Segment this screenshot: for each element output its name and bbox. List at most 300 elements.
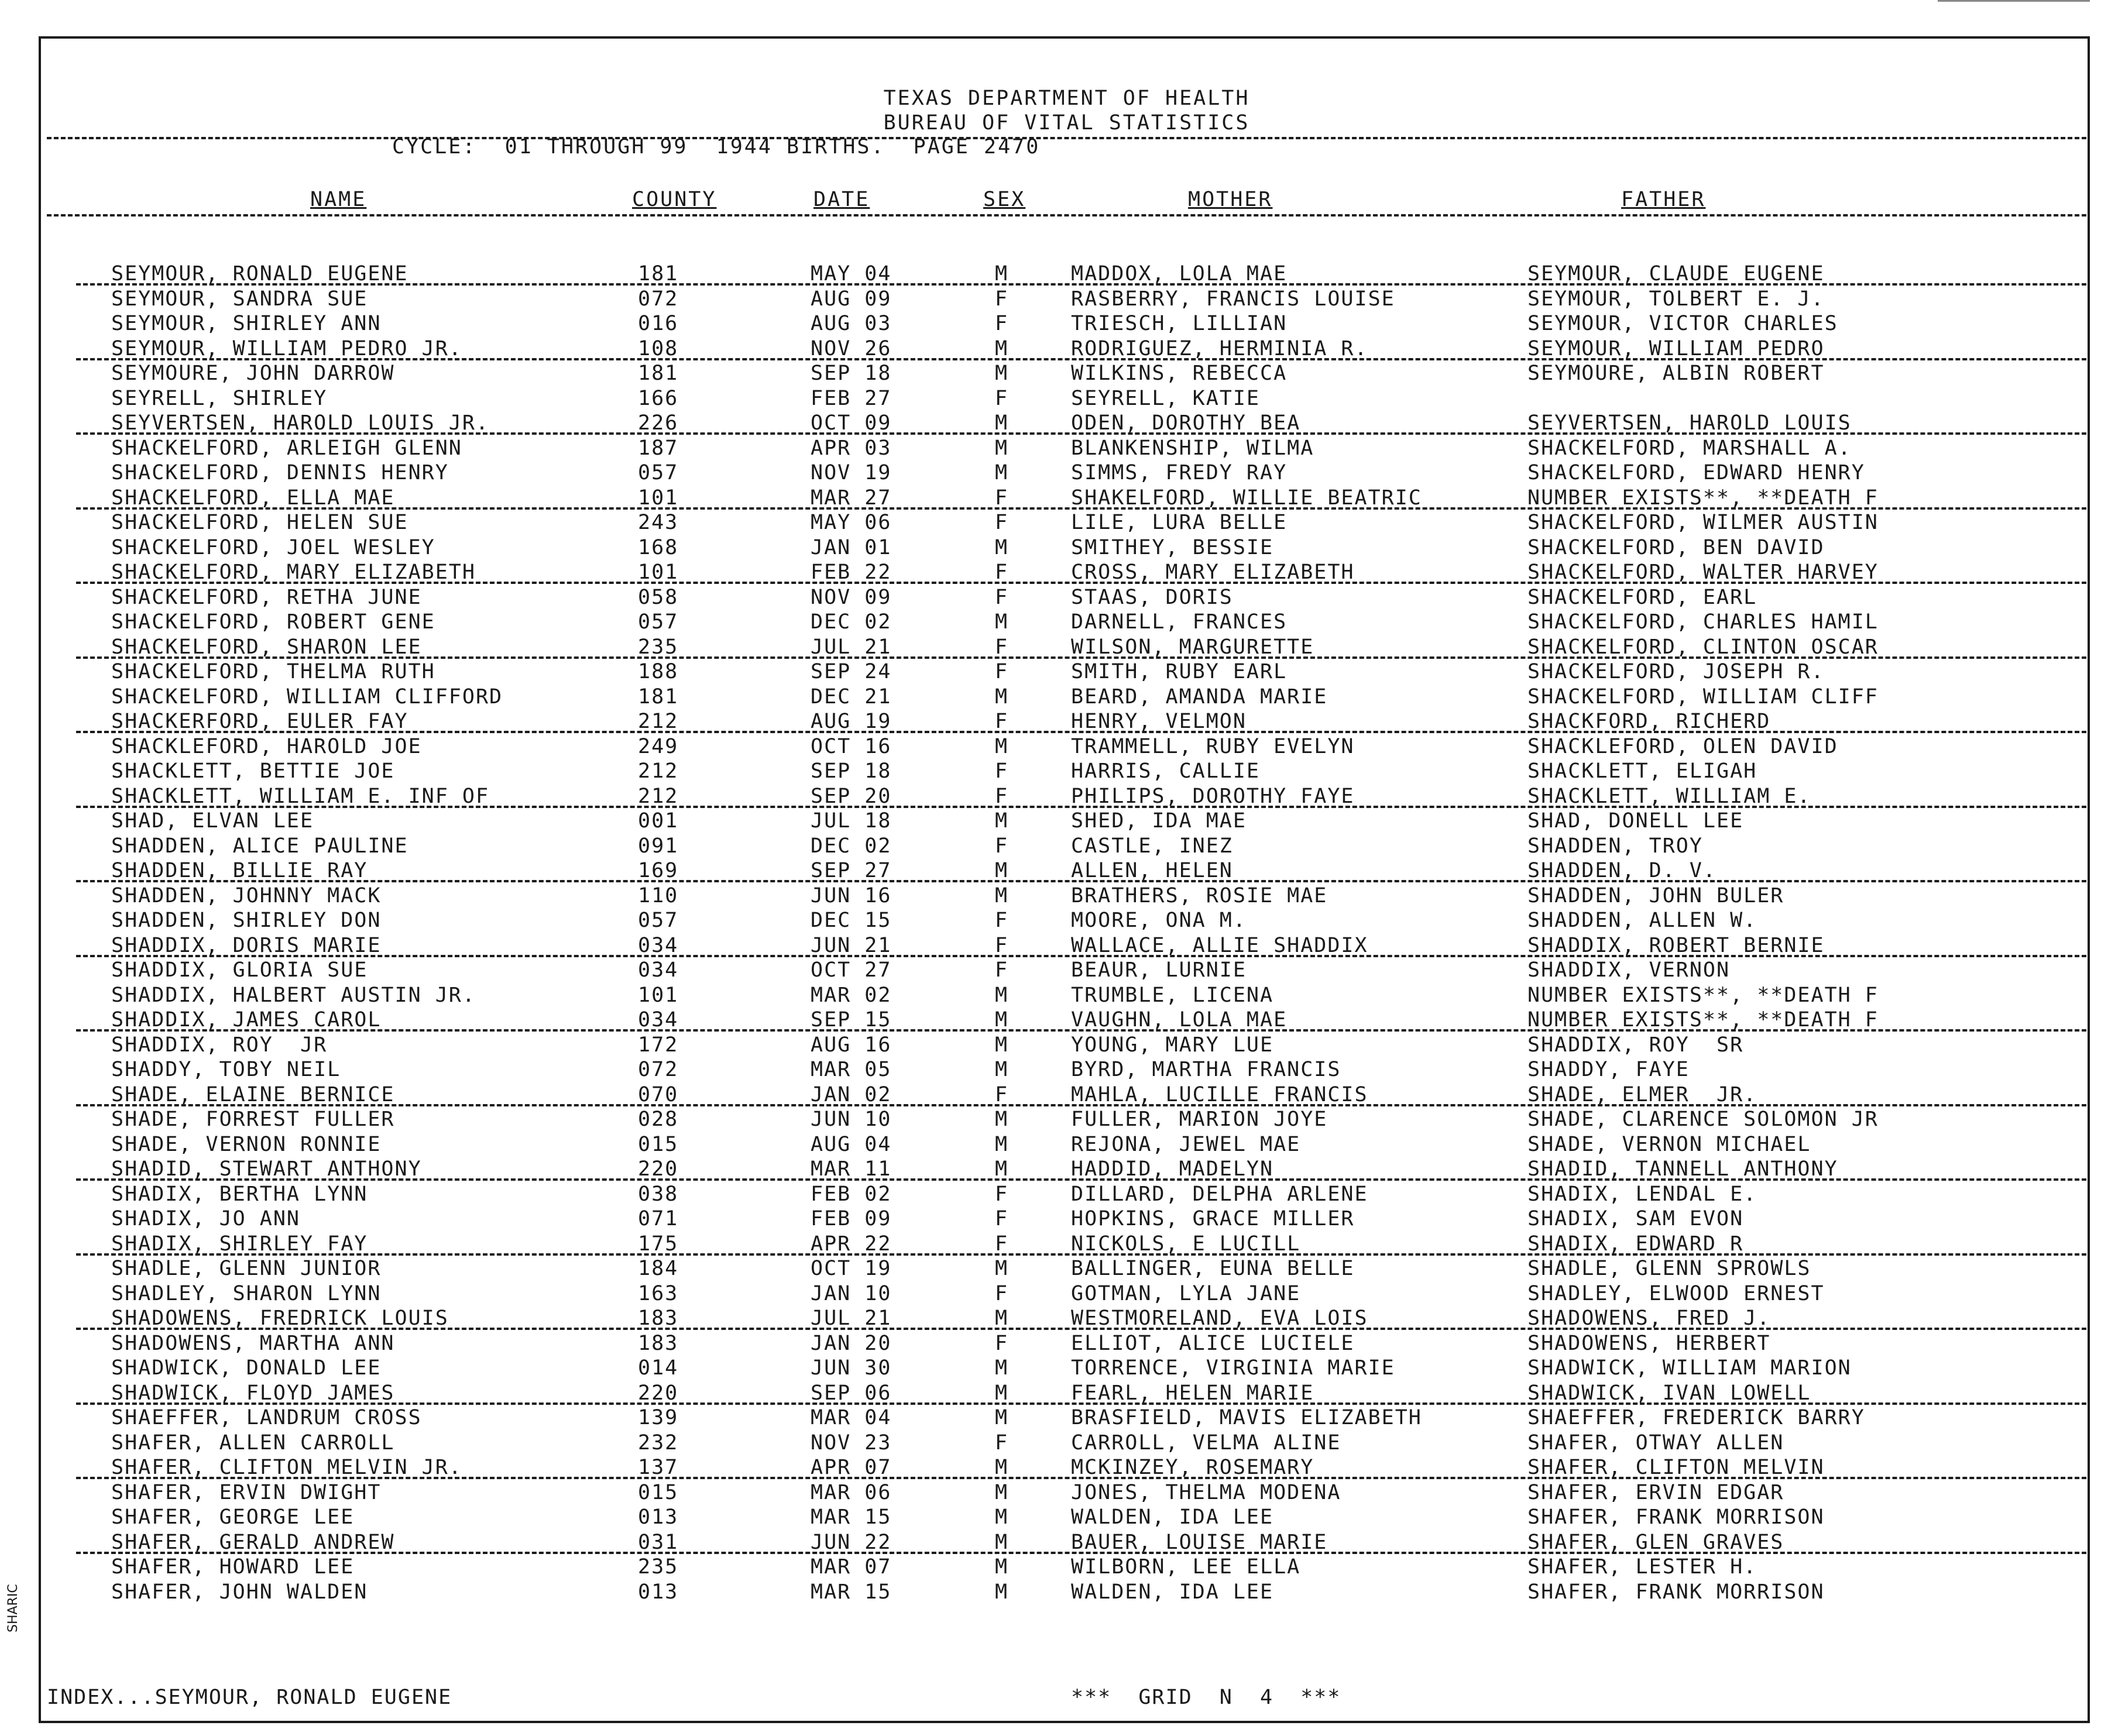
cell-mother: LILE, LURA BELLE <box>1071 511 1288 534</box>
cell-name: SHACKLETT, WILLIAM E. INF OF <box>111 784 490 808</box>
cell-father: SHADDEN, ALLEN W. <box>1527 909 1757 932</box>
cell-name: SHACKELFORD, ARLEIGH GLENN <box>111 436 462 460</box>
table-row <box>41 685 2092 710</box>
cell-county: 235 <box>638 1555 679 1579</box>
cell-county: 108 <box>638 336 679 360</box>
cell-mother: ALLEN, HELEN <box>1071 859 1233 882</box>
cell-father: SHADE, VERNON MICHAEL <box>1527 1132 1811 1156</box>
cell-date: OCT 09 <box>811 411 892 435</box>
cell-date: JAN 02 <box>811 1082 892 1106</box>
cell-mother: MCKINZEY, ROSEMARY <box>1071 1456 1314 1479</box>
cell-sex: F <box>995 511 1009 534</box>
grid-footer: *** GRID N 4 *** <box>1071 1686 1341 1709</box>
cell-date: DEC 02 <box>811 834 892 858</box>
cell-name: SHAFER, JOHN WALDEN <box>111 1580 368 1604</box>
table-row <box>41 1133 2092 1158</box>
cell-name: SHACKELFORD, ELLA MAE <box>111 486 395 510</box>
cell-name: SHAFER, HOWARD LEE <box>111 1555 355 1579</box>
cell-county: 249 <box>638 734 679 758</box>
cell-mother: HADDID, MADELYN <box>1071 1157 1274 1181</box>
cell-name: SHACKELFORD, SHARON LEE <box>111 635 422 659</box>
col-header-mother: MOTHER <box>1188 188 1273 211</box>
table-row <box>41 1182 2092 1208</box>
cell-father: SHAD, DONELL LEE <box>1527 809 1744 833</box>
cell-mother: GOTMAN, LYLA JANE <box>1071 1281 1301 1305</box>
cell-county: 181 <box>638 362 679 385</box>
cell-father: SHADDEN, JOHN BULER <box>1527 884 1784 907</box>
cell-county: 226 <box>638 411 679 435</box>
cell-county: 028 <box>638 1108 679 1131</box>
cell-mother: ELLIOT, ALICE LUCIELE <box>1071 1331 1355 1355</box>
cell-father: SHAFER, FRANK MORRISON <box>1527 1580 1825 1604</box>
cell-date: JAN 10 <box>811 1281 892 1305</box>
cell-father: SHADIX, LENDAL E. <box>1527 1182 1757 1206</box>
cell-date: SEP 24 <box>811 660 892 683</box>
cell-mother: DARNELL, FRANCES <box>1071 610 1288 634</box>
cell-county: 091 <box>638 834 679 858</box>
cell-mother: BALLINGER, EUNA BELLE <box>1071 1257 1355 1280</box>
cell-father: SHACKLETT, WILLIAM E. <box>1527 784 1811 808</box>
table-row <box>41 958 2092 984</box>
cell-county: 101 <box>638 561 679 584</box>
row-group-rule <box>76 880 2086 882</box>
cell-name: SHACKELFORD, WILLIAM CLIFFORD <box>111 685 503 709</box>
table-row <box>41 436 2092 462</box>
cell-father: NUMBER EXISTS**, **DEATH F <box>1527 983 1879 1007</box>
table-row <box>41 1481 2092 1506</box>
cell-date: NOV 19 <box>811 461 892 484</box>
cell-name: SEYMOUR, WILLIAM PEDRO JR. <box>111 336 462 360</box>
table-row <box>41 834 2092 860</box>
cell-date: AUG 04 <box>811 1132 892 1156</box>
cell-father: SEYMOUR, TOLBERT E. J. <box>1527 287 1825 311</box>
cell-name: SHADE, ELAINE BERNICE <box>111 1082 395 1106</box>
cell-date: AUG 03 <box>811 312 892 335</box>
cell-mother: BRASFIELD, MAVIS ELIZABETH <box>1071 1406 1422 1429</box>
cell-father: SEYVERTSEN, HAROLD LOUIS <box>1527 411 1852 435</box>
cell-sex: M <box>995 734 1009 758</box>
cell-mother: TRAMMELL, RUBY EVELYN <box>1071 734 1355 758</box>
cell-father: SHADOWENS, HERBERT <box>1527 1331 1771 1355</box>
cell-name: SHADWICK, FLOYD JAMES <box>111 1381 395 1405</box>
row-group-rule <box>76 507 2086 510</box>
table-row <box>41 586 2092 611</box>
cell-name: SHADE, VERNON RONNIE <box>111 1132 382 1156</box>
cell-county: 163 <box>638 1281 679 1305</box>
cell-name: SEYMOUR, SANDRA SUE <box>111 287 368 311</box>
cell-county: 212 <box>638 710 679 733</box>
cell-sex: F <box>995 1082 1009 1106</box>
cell-sex: M <box>995 884 1009 907</box>
cell-county: 015 <box>638 1480 679 1504</box>
row-group-rule <box>76 582 2086 584</box>
cell-father: SEYMOUR, CLAUDE EUGENE <box>1527 262 1825 286</box>
cell-date: MAR 11 <box>811 1157 892 1181</box>
cell-county: 181 <box>638 685 679 709</box>
cell-mother: DILLARD, DELPHA ARLENE <box>1071 1182 1368 1206</box>
cell-father: SHAFER, ERVIN EDGAR <box>1527 1480 1784 1504</box>
table-row <box>41 387 2092 412</box>
table-row <box>41 1332 2092 1357</box>
row-group-rule <box>76 1178 2086 1181</box>
cell-sex: F <box>995 1281 1009 1305</box>
cell-sex: M <box>995 1580 1009 1604</box>
cell-date: JAN 20 <box>811 1331 892 1355</box>
cell-sex: M <box>995 1157 1009 1181</box>
bureau-title: BUREAU OF VITAL STATISTICS <box>883 111 1250 135</box>
cell-sex: F <box>995 1431 1009 1455</box>
cycle-line: CYCLE: 01 THROUGH 99 1944 BIRTHS. PAGE 2470 <box>392 135 1041 159</box>
cell-sex: F <box>995 834 1009 858</box>
cell-date: SEP 27 <box>811 859 892 882</box>
cell-county: 031 <box>638 1530 679 1554</box>
cell-date: DEC 21 <box>811 685 892 709</box>
cell-name: SHADDIX, ROY JR <box>111 1033 328 1057</box>
cell-name: SEYVERTSEN, HAROLD LOUIS JR. <box>111 411 490 435</box>
cell-mother: MAHLA, LUCILLE FRANCIS <box>1071 1082 1368 1106</box>
cell-date: APR 03 <box>811 436 892 460</box>
cell-name: SHADIX, JO ANN <box>111 1207 301 1230</box>
cell-sex: M <box>995 1257 1009 1280</box>
cell-name: SHADOWENS, MARTHA ANN <box>111 1331 395 1355</box>
cell-father: SHADIX, SAM EVON <box>1527 1207 1744 1230</box>
table-row <box>41 312 2092 337</box>
cell-sex: M <box>995 1505 1009 1529</box>
cell-name: SHADDY, TOBY NEIL <box>111 1058 341 1081</box>
cell-mother: BAUER, LOUISE MARIE <box>1071 1530 1328 1554</box>
cell-mother: SMITHEY, BESSIE <box>1071 535 1274 559</box>
cell-county: 220 <box>638 1381 679 1405</box>
cell-father: SHAFER, LESTER H. <box>1527 1555 1757 1579</box>
cell-father: SHADWICK, IVAN LOWELL <box>1527 1381 1811 1405</box>
cell-sex: F <box>995 759 1009 783</box>
table-row <box>41 610 2092 635</box>
cell-sex: M <box>995 1132 1009 1156</box>
cell-county: 038 <box>638 1182 679 1206</box>
cell-mother: HARRIS, CALLIE <box>1071 759 1261 783</box>
cell-mother: SIMMS, FREDY RAY <box>1071 461 1288 484</box>
cell-date: JUN 22 <box>811 1530 892 1554</box>
cell-father: SHAEFFER, FREDERICK BARRY <box>1527 1406 1865 1429</box>
row-group-rule <box>76 358 2086 360</box>
cell-county: 183 <box>638 1307 679 1330</box>
cell-name: SHADDIX, DORIS MARIE <box>111 933 382 957</box>
cell-father: SHADE, ELMER JR. <box>1527 1082 1757 1106</box>
cell-name: SHACKLETT, BETTIE JOE <box>111 759 395 783</box>
cell-mother: BEAUR, LURNIE <box>1071 958 1247 982</box>
cell-mother: RASBERRY, FRANCIS LOUISE <box>1071 287 1395 311</box>
cell-father: SHAFER, GLEN GRAVES <box>1527 1530 1784 1554</box>
cell-date: MAR 15 <box>811 1580 892 1604</box>
cell-father: SHACKELFORD, BEN DAVID <box>1527 535 1825 559</box>
table-row <box>41 1108 2092 1133</box>
cell-date: NOV 09 <box>811 585 892 609</box>
table-row <box>41 1356 2092 1381</box>
cell-mother: RODRIGUEZ, HERMINIA R. <box>1071 336 1368 360</box>
cell-sex: F <box>995 486 1009 510</box>
cell-mother: TORRENCE, VIRGINIA MARIE <box>1071 1356 1395 1380</box>
dept-title: TEXAS DEPARTMENT OF HEALTH <box>883 87 1250 110</box>
table-row <box>41 1555 2092 1580</box>
cell-name: SHADIX, BERTHA LYNN <box>111 1182 368 1206</box>
cell-sex: M <box>995 1530 1009 1554</box>
table-row <box>41 909 2092 934</box>
cell-sex: F <box>995 635 1009 659</box>
col-header-father: FATHER <box>1621 188 1706 211</box>
cell-name: SHACKELFORD, JOEL WESLEY <box>111 535 435 559</box>
cell-date: SEP 15 <box>811 1008 892 1032</box>
table-row <box>41 660 2092 685</box>
corner-mark <box>1938 0 2090 2</box>
cell-mother: YOUNG, MARY LUE <box>1071 1033 1274 1057</box>
cell-father: SHADOWENS, FRED J. <box>1527 1307 1771 1330</box>
cell-sex: F <box>995 909 1009 932</box>
cell-mother: SHAKELFORD, WILLIE BEATRIC <box>1071 486 1422 510</box>
cell-mother: PHILIPS, DOROTHY FAYE <box>1071 784 1355 808</box>
cell-father: SHACKELFORD, WILLIAM CLIFF <box>1527 685 1879 709</box>
cell-sex: M <box>995 1555 1009 1579</box>
cell-county: 172 <box>638 1033 679 1057</box>
cell-mother: TRUMBLE, LICENA <box>1071 983 1274 1007</box>
cell-name: SHACKELFORD, DENNIS HENRY <box>111 461 449 484</box>
table-row <box>41 735 2092 760</box>
cell-date: JUN 10 <box>811 1108 892 1131</box>
cell-mother: BLANKENSHIP, WILMA <box>1071 436 1314 460</box>
cell-sex: M <box>995 336 1009 360</box>
cell-father: SEYMOUR, WILLIAM PEDRO <box>1527 336 1825 360</box>
cell-mother: VAUGHN, LOLA MAE <box>1071 1008 1288 1032</box>
cell-date: APR 22 <box>811 1232 892 1256</box>
cell-father: SHADDEN, D. V. <box>1527 859 1717 882</box>
cell-mother: SHED, IDA MAE <box>1071 809 1247 833</box>
table-row <box>41 1257 2092 1282</box>
cell-county: 137 <box>638 1456 679 1479</box>
cell-county: 034 <box>638 958 679 982</box>
cell-name: SHACKELFORD, ROBERT GENE <box>111 610 435 634</box>
cell-date: NOV 23 <box>811 1431 892 1455</box>
cell-county: 184 <box>638 1257 679 1280</box>
cell-date: JUN 30 <box>811 1356 892 1380</box>
cell-father: SHACKELFORD, EDWARD HENRY <box>1527 461 1865 484</box>
cell-date: SEP 06 <box>811 1381 892 1405</box>
cell-county: 016 <box>638 312 679 335</box>
cell-name: SHADDEN, JOHNNY MACK <box>111 884 382 907</box>
cell-sex: M <box>995 436 1009 460</box>
cell-county: 169 <box>638 859 679 882</box>
cell-mother: BEARD, AMANDA MARIE <box>1071 685 1328 709</box>
col-header-date: DATE <box>813 188 870 211</box>
cell-father: SHACKELFORD, EARL <box>1527 585 1757 609</box>
cell-date: JUL 18 <box>811 809 892 833</box>
cell-sex: F <box>995 287 1009 311</box>
row-group-rule <box>76 432 2086 435</box>
cell-name: SHADDEN, BILLIE RAY <box>111 859 368 882</box>
table-row <box>41 461 2092 486</box>
cell-father: SHACKLETT, ELIGAH <box>1527 759 1757 783</box>
cell-date: FEB 02 <box>811 1182 892 1206</box>
cell-date: SEP 20 <box>811 784 892 808</box>
cell-mother: SEYRELL, KATIE <box>1071 386 1261 410</box>
cell-mother: WALDEN, IDA LEE <box>1071 1580 1274 1604</box>
cell-date: MAR 05 <box>811 1058 892 1081</box>
cell-name: SEYMOUR, SHIRLEY ANN <box>111 312 382 335</box>
row-group-rule <box>76 955 2086 957</box>
cell-name: SHADDIX, GLORIA SUE <box>111 958 368 982</box>
cell-sex: F <box>995 312 1009 335</box>
cell-mother: BYRD, MARTHA FRANCIS <box>1071 1058 1341 1081</box>
col-header-name: NAME <box>310 188 367 211</box>
cell-date: MAY 06 <box>811 511 892 534</box>
cell-county: 014 <box>638 1356 679 1380</box>
cell-sex: M <box>995 1381 1009 1405</box>
cell-mother: HENRY, VELMON <box>1071 710 1247 733</box>
cell-date: NOV 26 <box>811 336 892 360</box>
cell-sex: M <box>995 1008 1009 1032</box>
cell-sex: M <box>995 859 1009 882</box>
cell-name: SHAFER, GERALD ANDREW <box>111 1530 395 1554</box>
table-row <box>41 1282 2092 1307</box>
table-row <box>41 287 2092 312</box>
cell-father: SHADID, TANNELL ANTHONY <box>1527 1157 1838 1181</box>
cell-name: SHADE, FORREST FULLER <box>111 1108 395 1131</box>
cell-name: SHADDEN, ALICE PAULINE <box>111 834 408 858</box>
cell-mother: WILBORN, LEE ELLA <box>1071 1555 1301 1579</box>
table-row <box>41 511 2092 536</box>
cell-father: NUMBER EXISTS**, **DEATH F <box>1527 1008 1879 1032</box>
row-group-rule <box>76 656 2086 659</box>
cell-name: SEYMOURE, JOHN DARROW <box>111 362 395 385</box>
cell-mother: FULLER, MARION JOYE <box>1071 1108 1328 1131</box>
cell-name: SHACKELFORD, MARY ELIZABETH <box>111 561 476 584</box>
cell-county: 168 <box>638 535 679 559</box>
cell-name: SEYMOUR, RONALD EUGENE <box>111 262 408 286</box>
table-row <box>41 1580 2092 1606</box>
cell-father: SHADDY, FAYE <box>1527 1058 1690 1081</box>
cell-date: FEB 09 <box>811 1207 892 1230</box>
cell-name: SHACKERFORD, EULER FAY <box>111 710 408 733</box>
column-header-rule <box>47 214 2086 216</box>
cell-county: 243 <box>638 511 679 534</box>
cell-date: FEB 22 <box>811 561 892 584</box>
cell-sex: M <box>995 1108 1009 1131</box>
cell-sex: M <box>995 535 1009 559</box>
cell-father: SHACKELFORD, WALTER HARVEY <box>1527 561 1879 584</box>
cell-county: 235 <box>638 635 679 659</box>
cell-county: 070 <box>638 1082 679 1106</box>
row-group-rule <box>76 1029 2086 1032</box>
cell-sex: M <box>995 685 1009 709</box>
cell-father: SHADDEN, TROY <box>1527 834 1703 858</box>
cell-county: 057 <box>638 909 679 932</box>
cell-date: JUL 21 <box>811 1307 892 1330</box>
row-group-rule <box>76 806 2086 808</box>
cell-father: SHACKELFORD, CLINTON OSCAR <box>1527 635 1879 659</box>
cell-name: SHADWICK, DONALD LEE <box>111 1356 382 1380</box>
cell-mother: WILKINS, REBECCA <box>1071 362 1288 385</box>
table-row <box>41 984 2092 1009</box>
table-row <box>41 1505 2092 1531</box>
cell-sex: F <box>995 585 1009 609</box>
cell-date: DEC 15 <box>811 909 892 932</box>
table-row <box>41 759 2092 785</box>
cell-sex: M <box>995 1033 1009 1057</box>
cell-mother: ODEN, DOROTHY BEA <box>1071 411 1301 435</box>
cell-father: SHADIX, EDWARD R <box>1527 1232 1744 1256</box>
cell-date: MAR 15 <box>811 1505 892 1529</box>
header-rule <box>47 137 2086 139</box>
records-table <box>41 262 2092 1605</box>
cell-county: 013 <box>638 1580 679 1604</box>
cell-mother: WALDEN, IDA LEE <box>1071 1505 1274 1529</box>
cell-date: JUN 16 <box>811 884 892 907</box>
table-row <box>41 1058 2092 1083</box>
cell-name: SHACKELFORD, HELEN SUE <box>111 511 408 534</box>
cell-father: SHAFER, FRANK MORRISON <box>1527 1505 1825 1529</box>
cell-sex: M <box>995 262 1009 286</box>
cell-name: SHAFER, CLIFTON MELVIN JR. <box>111 1456 462 1479</box>
cell-county: 072 <box>638 1058 679 1081</box>
cell-father: SHADDIX, VERNON <box>1527 958 1731 982</box>
table-row <box>41 362 2092 387</box>
cell-sex: F <box>995 561 1009 584</box>
cell-county: 072 <box>638 287 679 311</box>
col-header-county: COUNTY <box>632 188 717 211</box>
cell-county: 057 <box>638 461 679 484</box>
cell-county: 013 <box>638 1505 679 1529</box>
row-group-rule <box>76 1104 2086 1106</box>
document-frame <box>39 36 2090 1723</box>
cell-father: SHAFER, CLIFTON MELVIN <box>1527 1456 1825 1479</box>
cell-father: NUMBER EXISTS**, **DEATH F <box>1527 486 1879 510</box>
cell-mother: MOORE, ONA M. <box>1071 909 1247 932</box>
cell-mother: SMITH, RUBY EARL <box>1071 660 1288 683</box>
cell-county: 139 <box>638 1406 679 1429</box>
cell-date: JAN 01 <box>811 535 892 559</box>
cell-sex: M <box>995 1307 1009 1330</box>
cell-date: APR 07 <box>811 1456 892 1479</box>
cell-name: SHAEFFER, LANDRUM CROSS <box>111 1406 422 1429</box>
cell-mother: NICKOLS, E LUCILL <box>1071 1232 1301 1256</box>
row-group-rule <box>76 1402 2086 1405</box>
cell-mother: BRATHERS, ROSIE MAE <box>1071 884 1328 907</box>
cell-father: SHACKELFORD, JOSEPH R. <box>1527 660 1825 683</box>
table-row <box>41 536 2092 561</box>
cell-name: SHAFER, ERVIN DWIGHT <box>111 1480 382 1504</box>
cell-sex: M <box>995 983 1009 1007</box>
cell-name: SHAFER, ALLEN CARROLL <box>111 1431 395 1455</box>
cell-date: JUN 21 <box>811 933 892 957</box>
cell-county: 188 <box>638 660 679 683</box>
side-label: SHARIC <box>6 1584 20 1632</box>
cell-sex: F <box>995 710 1009 733</box>
cell-name: SHACKELFORD, THELMA RUTH <box>111 660 435 683</box>
col-header-sex: SEX <box>983 188 1026 211</box>
cell-county: 057 <box>638 610 679 634</box>
cell-county: 212 <box>638 784 679 808</box>
cell-name: SHADOWENS, FREDRICK LOUIS <box>111 1307 449 1330</box>
cell-sex: M <box>995 362 1009 385</box>
cell-county: 175 <box>638 1232 679 1256</box>
cell-date: MAR 27 <box>811 486 892 510</box>
cell-father: SHADLE, GLENN SPROWLS <box>1527 1257 1811 1280</box>
cell-county: 101 <box>638 486 679 510</box>
cell-county: 015 <box>638 1132 679 1156</box>
cell-county: 181 <box>638 262 679 286</box>
cell-father: SHACKELFORD, MARSHALL A. <box>1527 436 1852 460</box>
cell-county: 101 <box>638 983 679 1007</box>
cell-mother: TRIESCH, LILLIAN <box>1071 312 1288 335</box>
cell-father: SHADDIX, ROY SR <box>1527 1033 1744 1057</box>
